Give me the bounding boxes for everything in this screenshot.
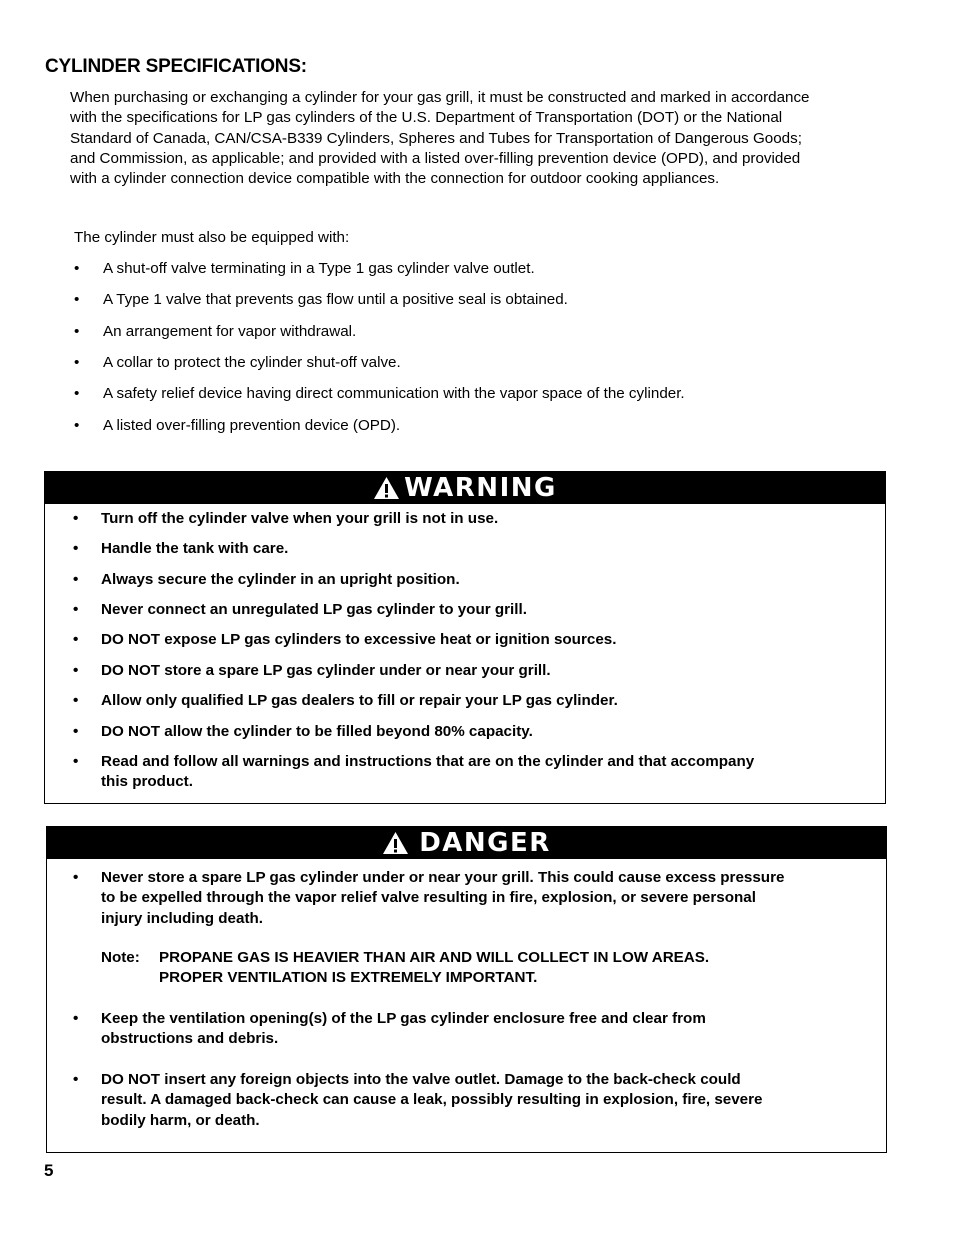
warning-triangle-icon: [382, 831, 409, 855]
bullet: •: [74, 323, 80, 340]
list-item-text: obstructions and debris.: [101, 1030, 279, 1047]
list-item-text: Allow only qualified LP gas dealers to fill or repair your LP gas cylinder.: [101, 692, 618, 709]
warning-title: WARNING: [404, 473, 557, 503]
note-text: PROPER VENTILATION IS EXTREMELY IMPORTANT.: [159, 969, 538, 986]
bullet: •: [74, 417, 80, 434]
bullet: •: [73, 753, 79, 770]
list-item-text: Always secure the cylinder in an upright position.: [101, 571, 460, 588]
bullet: •: [74, 385, 80, 402]
list-item-text: result. A damaged back-check can cause a leak, possibly resulting in explosion, fire, severe: [101, 1091, 763, 1108]
bullet: •: [73, 869, 79, 886]
bullet: •: [73, 1071, 79, 1088]
list-item-text: A listed over-filling prevention device (OPD).: [103, 417, 401, 434]
list-item-text: this product.: [101, 773, 193, 790]
list-item-text: DO NOT allow the cylinder to be filled beyond 80% capacity.: [101, 723, 533, 740]
list-item-text: Never store a spare LP gas cylinder under or near your grill. This could cause excess pressure: [101, 869, 785, 886]
bullet: •: [74, 260, 80, 277]
bullet: •: [73, 631, 79, 648]
page-number: 5: [44, 1161, 54, 1180]
list-item-text: A shut-off valve terminating in a Type 1 gas cylinder valve outlet.: [103, 260, 535, 277]
bullet: •: [73, 1010, 79, 1027]
bullet: •: [73, 540, 79, 557]
list-item-text: injury including death.: [101, 910, 264, 927]
list-item-text: Read and follow all warnings and instructions that are on the cylinder and that accompany: [101, 753, 755, 770]
list-item-text: DO NOT insert any foreign objects into the valve outlet. Damage to the back-check could: [101, 1071, 741, 1088]
bullet: •: [73, 571, 79, 588]
list-item-text: A safety relief device having direct communication with the vapor space of the cylinder.: [103, 385, 685, 402]
list-item-text: Handle the tank with care.: [101, 540, 289, 557]
danger-box: [46, 826, 887, 1153]
list-item-text: An arrangement for vapor withdrawal.: [103, 323, 357, 340]
danger-header: [47, 827, 886, 859]
list-item-text: Keep the ventilation opening(s) of the LP gas cylinder enclosure free and clear from: [101, 1010, 706, 1027]
warning-triangle-icon: [373, 476, 400, 500]
list-item-text: DO NOT store a spare LP gas cylinder under or near your grill.: [101, 662, 551, 679]
equipment-lead-text: The cylinder must also be equipped with:: [74, 229, 350, 246]
list-item-text: Never connect an unregulated LP gas cylinder to your grill.: [101, 601, 527, 618]
intro-paragraph: When purchasing or exchanging a cylinder for your gas grill, it must be constructed and marked in accordance with the specifications for LP gas cylinders of the U.S. Department of Transportation (DOT) or the National Standard of Canada, CAN/CSA-B339 Cylinders, Spheres and Tubes for Transportation of Dangerous Goods; and Commission, as applicable; and provided with a listed over-filling prevention device (OPD), and provided with a cylinder connection device compatible with the connection for outdoor cooking appliances.: [70, 89, 810, 188]
warning-box: [44, 471, 886, 804]
bullet: •: [73, 510, 79, 527]
list-item-text: Turn off the cylinder valve when your grill is not in use.: [101, 510, 499, 527]
note-text: PROPANE GAS IS HEAVIER THAN AIR AND WILL COLLECT IN LOW AREAS.: [159, 949, 710, 966]
note-label: Note:: [101, 949, 140, 966]
bullet: •: [73, 662, 79, 679]
bullet: •: [73, 692, 79, 709]
list-item-text: DO NOT expose LP gas cylinders to excessive heat or ignition sources.: [101, 631, 617, 648]
list-item-text: A Type 1 valve that prevents gas flow until a positive seal is obtained.: [103, 291, 568, 308]
warning-header: [45, 472, 885, 504]
list-item-text: to be expelled through the vapor relief valve resulting in fire, explosion, or severe personal: [101, 889, 756, 906]
bullet: •: [73, 601, 79, 618]
bullet: •: [74, 291, 80, 308]
list-item-text: A collar to protect the cylinder shut-off valve.: [103, 354, 401, 371]
danger-title: DANGER: [419, 828, 551, 858]
bullet: •: [74, 354, 80, 371]
list-item-text: bodily harm, or death.: [101, 1112, 260, 1129]
bullet: •: [73, 723, 79, 740]
section-heading: CYLINDER SPECIFICATIONS:: [45, 56, 307, 77]
